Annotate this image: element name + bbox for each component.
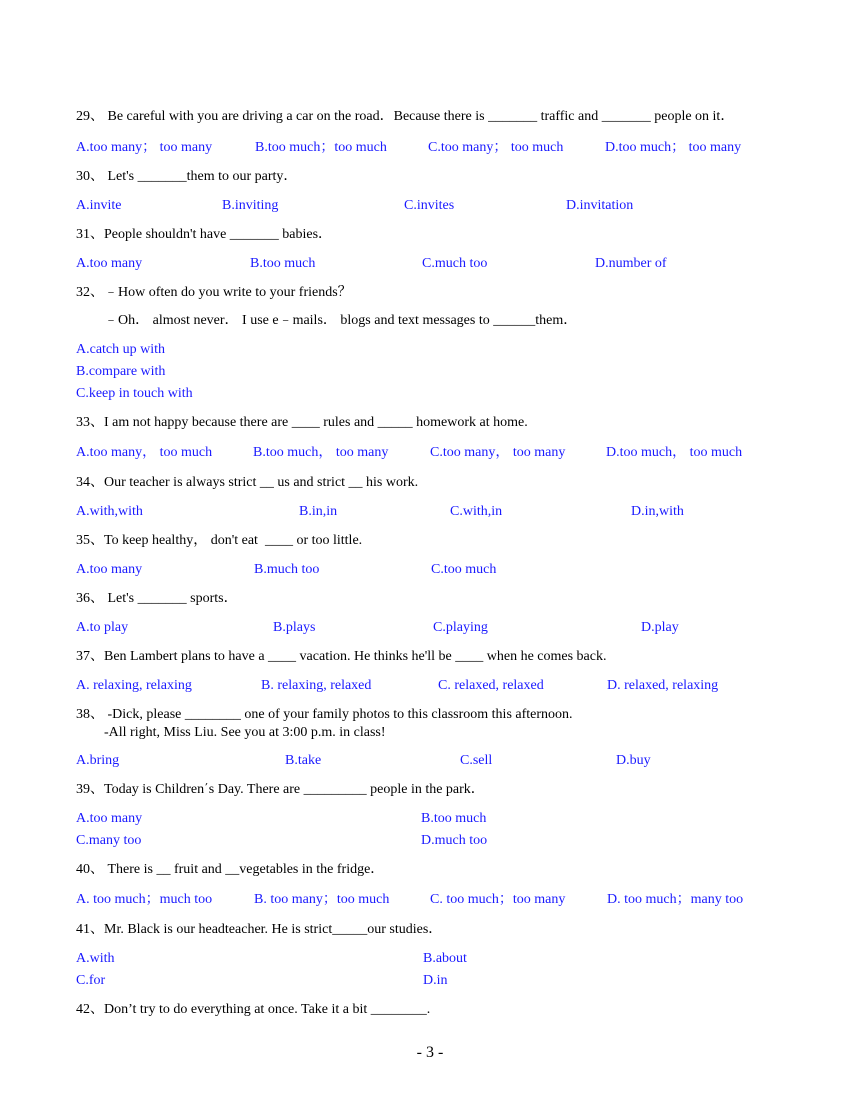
question-31-stem: 31、People shouldn't have _______ babies．: [76, 227, 333, 242]
question-33-stem: 33、I am not happy because there are ____ rules and _____ homework at home.: [76, 415, 528, 430]
option-c[interactable]: C.sell: [460, 753, 493, 768]
option-d[interactable]: D.buy: [616, 753, 651, 768]
question-40-stem: 40、 There is __ fruit and __vegetables in the fridge．: [76, 862, 385, 877]
option-a[interactable]: A.bring: [76, 753, 120, 768]
question-41-options-row1: [76, 950, 776, 968]
option-b[interactable]: B. relaxing, relaxed: [261, 678, 372, 693]
question-30-options: [76, 197, 776, 215]
question-38-stem: 38、 -Dick, please ________ one of your family photos to this classroom this afternoon.: [76, 707, 573, 722]
option-c[interactable]: C.playing: [433, 620, 488, 635]
question-41-options-row2: [76, 972, 776, 990]
option-a[interactable]: A.too many， too much: [76, 445, 213, 460]
option-c[interactable]: C.too much: [431, 562, 497, 577]
question-37-options: [76, 677, 776, 695]
option-c[interactable]: C. relaxed, relaxed: [438, 678, 544, 693]
option-c[interactable]: C.too many； too much: [428, 140, 564, 155]
option-a[interactable]: A.to play: [76, 620, 129, 635]
question-39-options-row2: [76, 832, 776, 850]
option-a[interactable]: A.too many； too many: [76, 140, 213, 155]
question-36-options: [76, 619, 776, 637]
option-b[interactable]: B. too many；too much: [254, 892, 390, 907]
option-b[interactable]: B.in,in: [299, 504, 338, 519]
option-b[interactable]: B.too much: [421, 811, 487, 826]
question-38-options: [76, 752, 776, 770]
question-32-stem: 32、﹣How often do you write to your friends？: [76, 285, 352, 300]
question-32-stem-reply: ﹣Oh． almost never． I use e﹣mails． blogs and text messages to ______them．: [104, 313, 578, 328]
option-d[interactable]: D.play: [641, 620, 679, 635]
question-32-option-a[interactable]: A.catch up with: [76, 342, 166, 357]
question-29-options: [76, 139, 776, 157]
question-33-options: [76, 444, 776, 462]
option-a[interactable]: A.too many: [76, 811, 143, 826]
option-a[interactable]: A. too much；much too: [76, 892, 213, 907]
option-c[interactable]: C.too many， too many: [430, 445, 566, 460]
option-a[interactable]: A.too many: [76, 256, 143, 271]
question-39-stem: 39、Today is Children΄s Day. There are _________ people in the park．: [76, 782, 485, 797]
question-34-options: [76, 503, 776, 521]
question-35-options: [76, 561, 776, 579]
option-a[interactable]: A.invite: [76, 198, 122, 213]
question-40-options: [76, 891, 776, 909]
option-c[interactable]: C.with,in: [450, 504, 503, 519]
option-c[interactable]: C.many too: [76, 833, 142, 848]
question-32-option-c[interactable]: C.keep in touch with: [76, 386, 193, 401]
question-38-stem-reply: -All right, Miss Liu. See you at 3:00 p.m. in class!: [104, 725, 386, 740]
option-a[interactable]: A. relaxing, relaxing: [76, 678, 192, 693]
question-42-stem: 42、Don’t try to do everything at once. Take it a bit ________.: [76, 1002, 431, 1017]
question-32-option-b[interactable]: B.compare with: [76, 364, 166, 379]
option-d[interactable]: D.in,with: [631, 504, 684, 519]
option-d[interactable]: D.number of: [595, 256, 667, 271]
question-37-stem: 37、Ben Lambert plans to have a ____ vacation. He thinks he'll be ____ when he comes back.: [76, 649, 607, 664]
option-b[interactable]: B.too much；too much: [255, 140, 387, 155]
option-b[interactable]: B.inviting: [222, 198, 279, 213]
question-41-stem: 41、Mr. Black is our headteacher. He is strict_____our studies．: [76, 922, 443, 937]
option-a[interactable]: A.with: [76, 951, 115, 966]
option-c[interactable]: C.invites: [404, 198, 455, 213]
question-36-stem: 36、 Let's _______ sports．: [76, 591, 238, 606]
option-d[interactable]: D.invitation: [566, 198, 634, 213]
option-c[interactable]: C.much too: [422, 256, 488, 271]
question-31-options: [76, 255, 776, 273]
option-b[interactable]: B.take: [285, 753, 322, 768]
question-30-stem: 30、 Let's _______them to our party．: [76, 169, 298, 184]
option-a[interactable]: A.with,with: [76, 504, 143, 519]
option-b[interactable]: B.too much， too many: [253, 445, 389, 460]
option-c[interactable]: C. too much；too many: [430, 892, 566, 907]
option-d[interactable]: D.too much， too much: [606, 445, 743, 460]
page-number: - 3 -: [416, 1044, 444, 1061]
option-d[interactable]: D.too much； too many: [605, 140, 742, 155]
option-c[interactable]: C.for: [76, 973, 106, 988]
option-d[interactable]: D. relaxed, relaxing: [607, 678, 719, 693]
option-b[interactable]: B.about: [423, 951, 467, 966]
question-34-stem: 34、Our teacher is always strict __ us and strict __ his work.: [76, 475, 419, 490]
option-a[interactable]: A.too many: [76, 562, 143, 577]
option-d[interactable]: D. too much；many too: [607, 892, 744, 907]
option-d[interactable]: D.in: [423, 973, 448, 988]
question-39-options-row1: [76, 810, 776, 828]
option-d[interactable]: D.much too: [421, 833, 488, 848]
option-b[interactable]: B.too much: [250, 256, 316, 271]
question-35-stem: 35、To keep healthy， don't eat ____ or too little.: [76, 533, 363, 548]
option-b[interactable]: B.much too: [254, 562, 320, 577]
option-b[interactable]: B.plays: [273, 620, 316, 635]
question-29-stem: 29、 Be careful with you are driving a car on the road．Because there is _______ traffic and _______ people on it．: [76, 109, 735, 124]
